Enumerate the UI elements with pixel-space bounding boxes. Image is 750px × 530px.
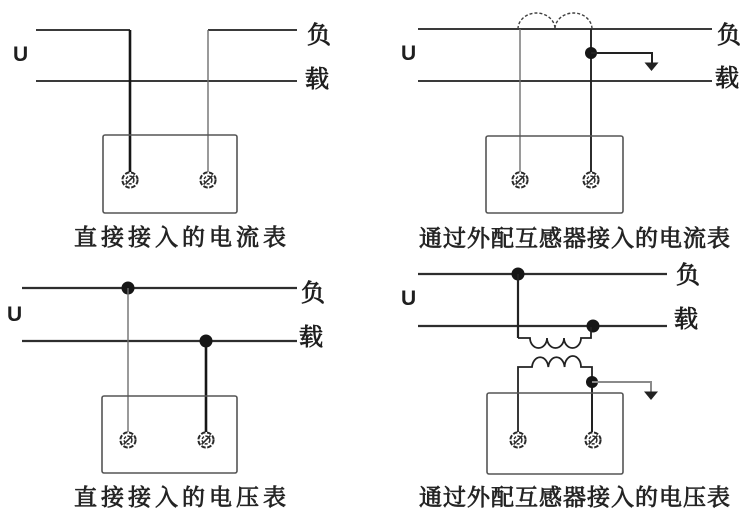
load-label-bottom: 载 [674, 306, 698, 333]
ground-arrow-icon [644, 392, 658, 401]
pt-secondary-coil-icon [518, 356, 592, 432]
junction-dot [587, 320, 600, 333]
meter-box [102, 396, 237, 473]
load-label-bottom: 载 [305, 66, 329, 93]
diagram-caption: 直接接入的电流表 [74, 224, 290, 250]
diagram-voltmeter-pt [418, 268, 667, 475]
terminal-screw-icon [120, 432, 135, 447]
terminal-screw-icon [583, 172, 598, 187]
terminal-screw-icon [198, 432, 213, 447]
diagram-voltmeter-direct [22, 282, 297, 474]
phase-label: U [7, 303, 23, 326]
ct-coil-icon [518, 13, 592, 29]
load-label-top: 负 [301, 280, 325, 307]
phase-label: U [401, 287, 417, 310]
ground-branch-wire [592, 382, 651, 392]
meter-box [486, 136, 623, 213]
terminal-screw-icon [122, 172, 137, 187]
ground-arrow-icon [645, 63, 659, 72]
meter-box [487, 393, 623, 474]
phase-label: U [13, 43, 29, 66]
diagram-ammeter-direct [36, 30, 297, 213]
terminal-screw-icon [200, 172, 215, 187]
diagram-caption: 通过外配互感器接入的电压表 [419, 484, 731, 510]
load-label-bottom: 载 [715, 65, 739, 92]
ground-branch-wire [591, 53, 652, 63]
load-label-top: 负 [676, 262, 700, 289]
diagram-caption: 通过外配互感器接入的电流表 [419, 225, 731, 251]
terminal-screw-icon [512, 172, 527, 187]
diagram-ammeter-ct [418, 13, 712, 213]
pt-primary-coil-icon [518, 327, 591, 348]
terminal-screw-icon [585, 432, 600, 447]
load-label-bottom: 载 [299, 324, 323, 351]
phase-label: U [401, 42, 417, 65]
load-label-top: 负 [717, 22, 741, 49]
terminal-screw-icon [510, 432, 525, 447]
diagram-caption: 直接接入的电压表 [74, 484, 290, 510]
meter-box [103, 135, 237, 213]
load-label-top: 负 [307, 22, 331, 49]
